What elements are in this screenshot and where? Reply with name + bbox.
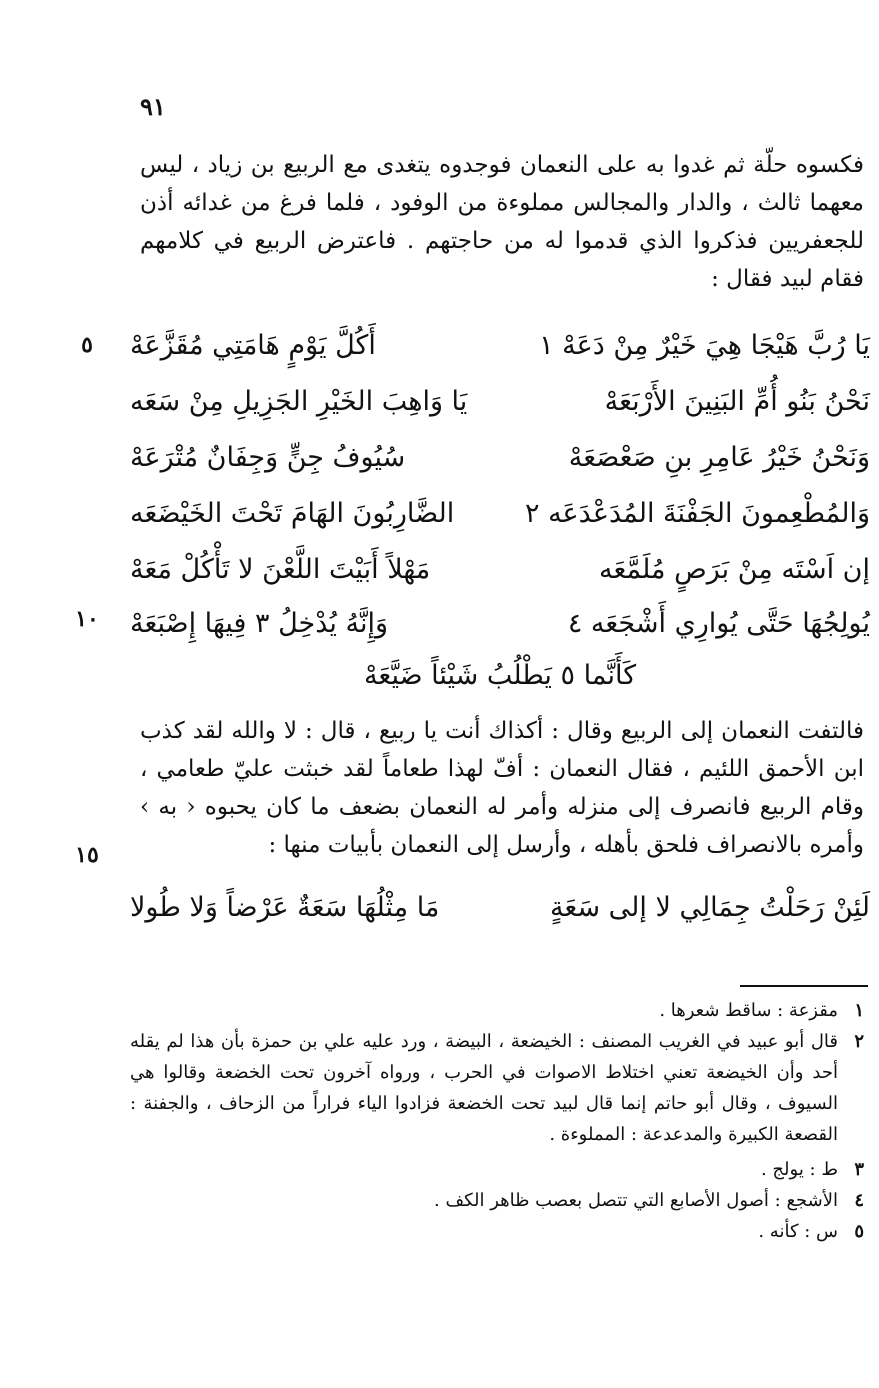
footnote bbox=[130, 1154, 864, 1185]
footnote-number: ٣ bbox=[854, 1159, 864, 1180]
poem-verse bbox=[130, 318, 870, 374]
footnote-text: س : كأنه . bbox=[758, 1221, 838, 1242]
poem-verse bbox=[130, 486, 870, 542]
footnotes bbox=[130, 995, 864, 1247]
poem-final-line: كَأَنَّما ٥ يَطْلُبُ شَيْئاً ضَيَّعَهْ bbox=[363, 660, 637, 691]
verse-first-hemistich: لَئِنْ رَحَلْتُ جِمَالِي لا إلى سَعَةٍ bbox=[549, 892, 870, 923]
footnote-text: الأشجع : أصول الأصابع التي تتصل بعصب ظاهر الكف . bbox=[434, 1190, 838, 1211]
poem-verse bbox=[130, 542, 870, 598]
footnote bbox=[130, 1216, 864, 1247]
line-number-marker: ٥ bbox=[81, 332, 93, 358]
footnote-number: ٢ bbox=[854, 1031, 864, 1052]
footnote-text: ط : يولج . bbox=[760, 1159, 838, 1180]
footnote bbox=[130, 995, 864, 1026]
verse-first-hemistich: إن اَسْتَه مِنْ بَرَصٍ مُلَمَّعَه bbox=[599, 554, 870, 585]
verse-second-hemistich: يَا وَاهِبَ الخَيْرِ الجَزِيلِ مِنْ سَعَه bbox=[130, 386, 468, 417]
intro-paragraph: فكسوه حلّة ثم غدوا به على النعمان فوجدوه يتغدى مع الربيع بن زياد ، ليس معهما ثالث ، والدار والمجالس مملوءة من الوفود ، فلما فرغ من غدائه أذن للجعفريين فذكروا الذي قدموا له من حاجتهم . فاعترض الربيع في كلامهم فقام لبيد فقال : bbox=[140, 152, 864, 292]
line-number-marker: ١٠ bbox=[75, 606, 99, 632]
verse-second-hemistich: أَكُلَّ يَوْمٍ هَامَتِي مُقَزَّعَهْ bbox=[130, 330, 376, 361]
poem-verse bbox=[130, 374, 870, 430]
verse-second-hemistich: سُيُوفُ جِنٍّ وَجِفَانٌ مُتْرَعَهْ bbox=[130, 442, 406, 473]
footnote-number: ١ bbox=[854, 1000, 864, 1021]
verse-first-hemistich: نَحْنُ بَنُو أُمِّ البَنِينَ الأَرْبَعَهْ bbox=[604, 386, 870, 417]
line-number-marker: ١٥ bbox=[75, 842, 99, 868]
footnote-number: ٤ bbox=[854, 1190, 864, 1211]
footnote bbox=[130, 1026, 864, 1150]
footnote-text: قال أبو عبيد في الغريب المصنف : الخيضعة ، البيضة ، ورد عليه علي بن حمزة بأن هذا لم يقله أحد وأن الخيضعة تعني اختلاط الاصوات في الحرب ، ورواه آخرون تحت الخضعة وقالوا هي السيوف ، وقال أبو حاتم إنما قال لبيد تحت الخضعة فزادوا الياء فراراً من الزحاف ، والجفنة : القصعة الكبيرة والمدعدعة : المملوءة . bbox=[130, 1031, 838, 1145]
verse-second-hemistich: الضَّارِبُونَ الهَامَ تَحْتَ الخَيْضَعَه bbox=[130, 498, 455, 529]
verse-first-hemistich: يُولِجُهَا حَتَّى يُوارِي أَشْجَعَه ٤ bbox=[567, 608, 870, 639]
verse-second-hemistich: مَا مِثْلُهَا سَعَةٌ عَرْضاً وَلا طُولا bbox=[130, 892, 440, 923]
narrative-paragraph: فالتفت النعمان إلى الربيع وقال : أكذاك أنت يا ربيع ، قال : لا والله لقد كذب ابن الأحمق اللئيم ، فقال النعمان : أفّ لهذا طعاماً لقد خبثت عليّ طعامي ، وقام الربيع فانصرف إلى منزله وأمر له النعمان بضعف ما كان يحبوه ‹ به › وأمره بالانصراف فلحق بأهله ، وأرسل إلى النعمان بأبيات منها : bbox=[140, 718, 864, 858]
footnote-text: مقزعة : ساقط شعرها . bbox=[659, 1000, 838, 1021]
footnote bbox=[130, 1185, 864, 1216]
footnote-separator bbox=[740, 985, 868, 987]
verse-second-hemistich: مَهْلاً أَبَيْتَ اللَّعْنَ لا تَأْكُلْ مَعَهْ bbox=[130, 554, 431, 585]
page-number: ٩١ bbox=[140, 92, 166, 121]
poem-verse bbox=[130, 430, 870, 486]
verse-second-hemistich: وَإِنَّهُ يُدْخِلُ ٣ فِيهَا إِصْبَعَهْ bbox=[130, 608, 389, 639]
poem-verse bbox=[130, 596, 870, 652]
verse-first-hemistich: يَا رُبَّ هَيْجَا هِيَ خَيْرٌ مِنْ دَعَهْ ١ bbox=[539, 330, 870, 361]
footnote-number: ٥ bbox=[854, 1221, 864, 1242]
verse-first-hemistich: وَالمُطْعِمونَ الجَفْنَةَ المُدَعْدَعَه ٢ bbox=[524, 498, 870, 529]
closing-verse bbox=[130, 880, 870, 936]
verse-first-hemistich: وَنَحْنُ خَيْرُ عَامِرِ بنِ صَعْصَعَهْ bbox=[568, 442, 870, 473]
